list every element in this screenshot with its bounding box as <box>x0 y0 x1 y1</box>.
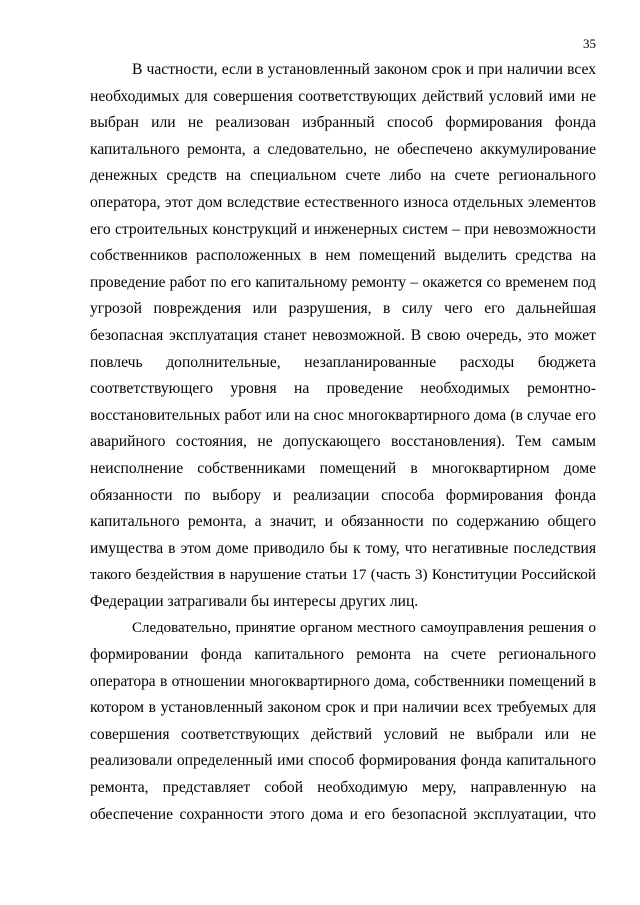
text-line: оператора в отношении многоквартирного дома, собственники помещений в <box>90 672 596 690</box>
text-line: Следовательно, принятие органом местного самоуправления решения о <box>132 620 596 637</box>
text-line: восстановительных работ или на снос многоквартирного дома (в случае его <box>90 406 596 424</box>
text-line: выбран или не реализован избранный способ формирования фонда <box>90 114 596 132</box>
text-line: котором в установленный законом срок и при наличии всех требуемых для <box>90 699 596 717</box>
paragraph <box>90 615 596 828</box>
text-line: капитального ремонта, а значит, и обязанности по содержанию общего <box>90 513 596 531</box>
text-line: совершения соответствующих действий условий не выбрали или не <box>90 725 596 743</box>
text-line: имущества в этом доме приводило бы к тому, что негативные последствия <box>90 539 596 557</box>
text-line: собственников расположенных в нем помещений выделить средства на <box>90 247 596 265</box>
text-line: обязанности по выбору и реализации способа формирования фонда <box>90 486 596 504</box>
text-line: Федерации затрагивали бы интересы других лиц. <box>90 592 419 610</box>
text-line: соответствующего уровня на проведение необходимых ремонтно- <box>90 380 596 398</box>
text-line: денежных средств на специальном счете либо на счете регионального <box>90 167 596 185</box>
document-body <box>90 57 596 828</box>
paragraph <box>90 57 596 615</box>
text-line: неисполнение собственниками помещений в многоквартирном доме <box>90 459 596 477</box>
text-line: В частности, если в установленный законом срок и при наличии всех <box>132 61 596 78</box>
text-line: обеспечение сохранности этого дома и его безопасной эксплуатации, что <box>90 805 596 823</box>
text-line: безопасная эксплуатация станет невозможной. В свою очередь, это может <box>90 326 596 344</box>
text-line: такого бездействия в нарушение статьи 17 (часть 3) Конституции Российской <box>90 566 596 584</box>
text-line: капитального ремонта, а следовательно, не обеспечено аккумулирование <box>90 140 596 158</box>
text-line: оператора, этот дом вследствие естественного износа отдельных элементов <box>90 193 596 211</box>
text-line: аварийного состояния, не допускающего восстановления). Тем самым <box>90 433 596 451</box>
text-line: угрозой повреждения или разрушения, в силу чего его дальнейшая <box>90 300 596 318</box>
text-line: повлечь дополнительные, незапланированные расходы бюджета <box>90 353 596 371</box>
text-line: его строительных конструкций и инженерных систем – при невозможности <box>90 220 596 238</box>
text-line: необходимых для совершения соответствующих действий условий ими не <box>90 87 596 105</box>
text-line: проведение работ по его капитальному ремонту – окажется со временем под <box>90 273 596 291</box>
text-line: формировании фонда капитального ремонта на счете регионального <box>90 646 596 664</box>
page-number: 35 <box>583 36 596 51</box>
text-line: ремонта, представляет собой необходимую меру, направленную на <box>90 779 596 797</box>
text-line: реализовали определенный ими способ формирования фонда капитального <box>90 752 596 770</box>
